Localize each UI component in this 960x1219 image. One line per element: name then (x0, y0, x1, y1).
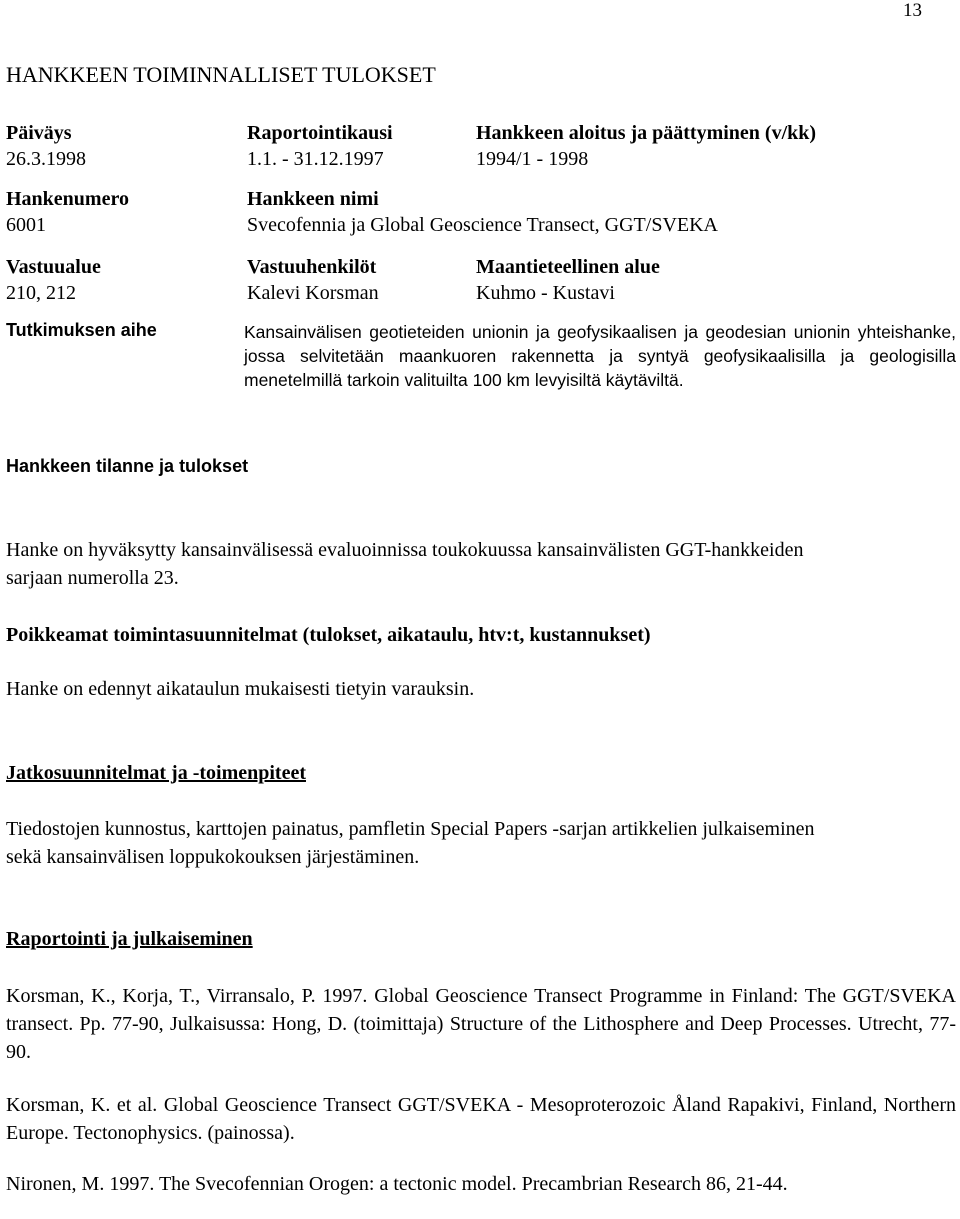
period-value: 1.1. - 31.12.1997 (247, 148, 384, 170)
deviations-heading: Poikkeamat toimintasuunnitelmat (tulokset, aikataulu, htv:t, kustannukset) (6, 624, 651, 646)
deviations-text: Hanke on edennyt aikataulun mukaisesti tietyin varauksin. (6, 678, 475, 700)
project-name-label: Hankkeen nimi (247, 188, 379, 210)
duration-label: Hankkeen aloitus ja päättyminen (v/kk) (476, 122, 817, 144)
responsible-persons-label: Vastuuhenkilöt (247, 256, 377, 278)
duration-value: 1994/1 - 1998 (476, 148, 589, 170)
period-label: Raportointikausi (247, 122, 393, 144)
project-number-value: 6001 (6, 214, 46, 236)
responsibility-area-value: 210, 212 (6, 282, 76, 304)
date-label: Päiväys (6, 122, 72, 144)
responsible-persons-value: Kalevi Korsman (247, 282, 379, 304)
page-title: HANKKEEN TOIMINNALLISET TULOKSET (6, 62, 436, 87)
geographic-region-value: Kuhmo - Kustavi (476, 282, 615, 304)
research-topic-text: Kansainvälisen geotieteiden unionin ja geofysikaalisen ja geodesian unionin yhteishanke, jossa selvitetään maankuoren rakennetta ja syntyä geofysikaalisilla ja geologisilla menetelmillä tarkoin valituilta 100 km levyisiltä käytäviltä. (244, 322, 956, 390)
project-number-label: Hankenumero (6, 188, 129, 210)
reporting-heading: Raportointi ja julkaiseminen (6, 928, 253, 950)
research-topic-label: Tutkimuksen aihe (6, 320, 157, 340)
status-text: Hanke on hyväksytty kansainvälisessä evaluoinnissa toukokuussa kansainvälisten GGT-hankkeiden sarjaan numerolla 23. (6, 539, 804, 589)
page-number: 13 (903, 0, 922, 21)
project-name-value: Svecofennia ja Global Geoscience Transect, GGT/SVEKA (247, 214, 718, 236)
reference-item: Korsman, K., Korja, T., Virransalo, P. 1997. Global Geoscience Transect Programme in Finland: The GGT/SVEKA transect. Pp. 77-90, Julkaisussa: Hong, D. (toimittaja) Structure of the Lithosphere and Deep Processes. Utrecht, 77-90. (6, 985, 956, 1063)
responsibility-area-label: Vastuualue (6, 256, 101, 278)
followup-text: Tiedostojen kunnostus, karttojen painatus, pamfletin Special Papers -sarjan artikkelien julkaiseminen sekä kansainvälisen loppukokouksen järjestäminen. (6, 818, 815, 868)
date-value: 26.3.1998 (6, 148, 86, 170)
status-heading: Hankkeen tilanne ja tulokset (6, 456, 249, 476)
geographic-region-label: Maantieteellinen alue (476, 256, 660, 278)
reference-item: Korsman, K. et al. Global Geoscience Transect GGT/SVEKA - Mesoproterozoic Åland Rapakivi, Finland, Northern Europe. Tectonophysics. (painossa). (6, 1094, 956, 1144)
reference-item: Nironen, M. 1997. The Svecofennian Orogen: a tectonic model. Precambrian Research 86, 21-44. (6, 1173, 788, 1195)
followup-heading: Jatkosuunnitelmat ja -toimenpiteet (6, 762, 306, 784)
